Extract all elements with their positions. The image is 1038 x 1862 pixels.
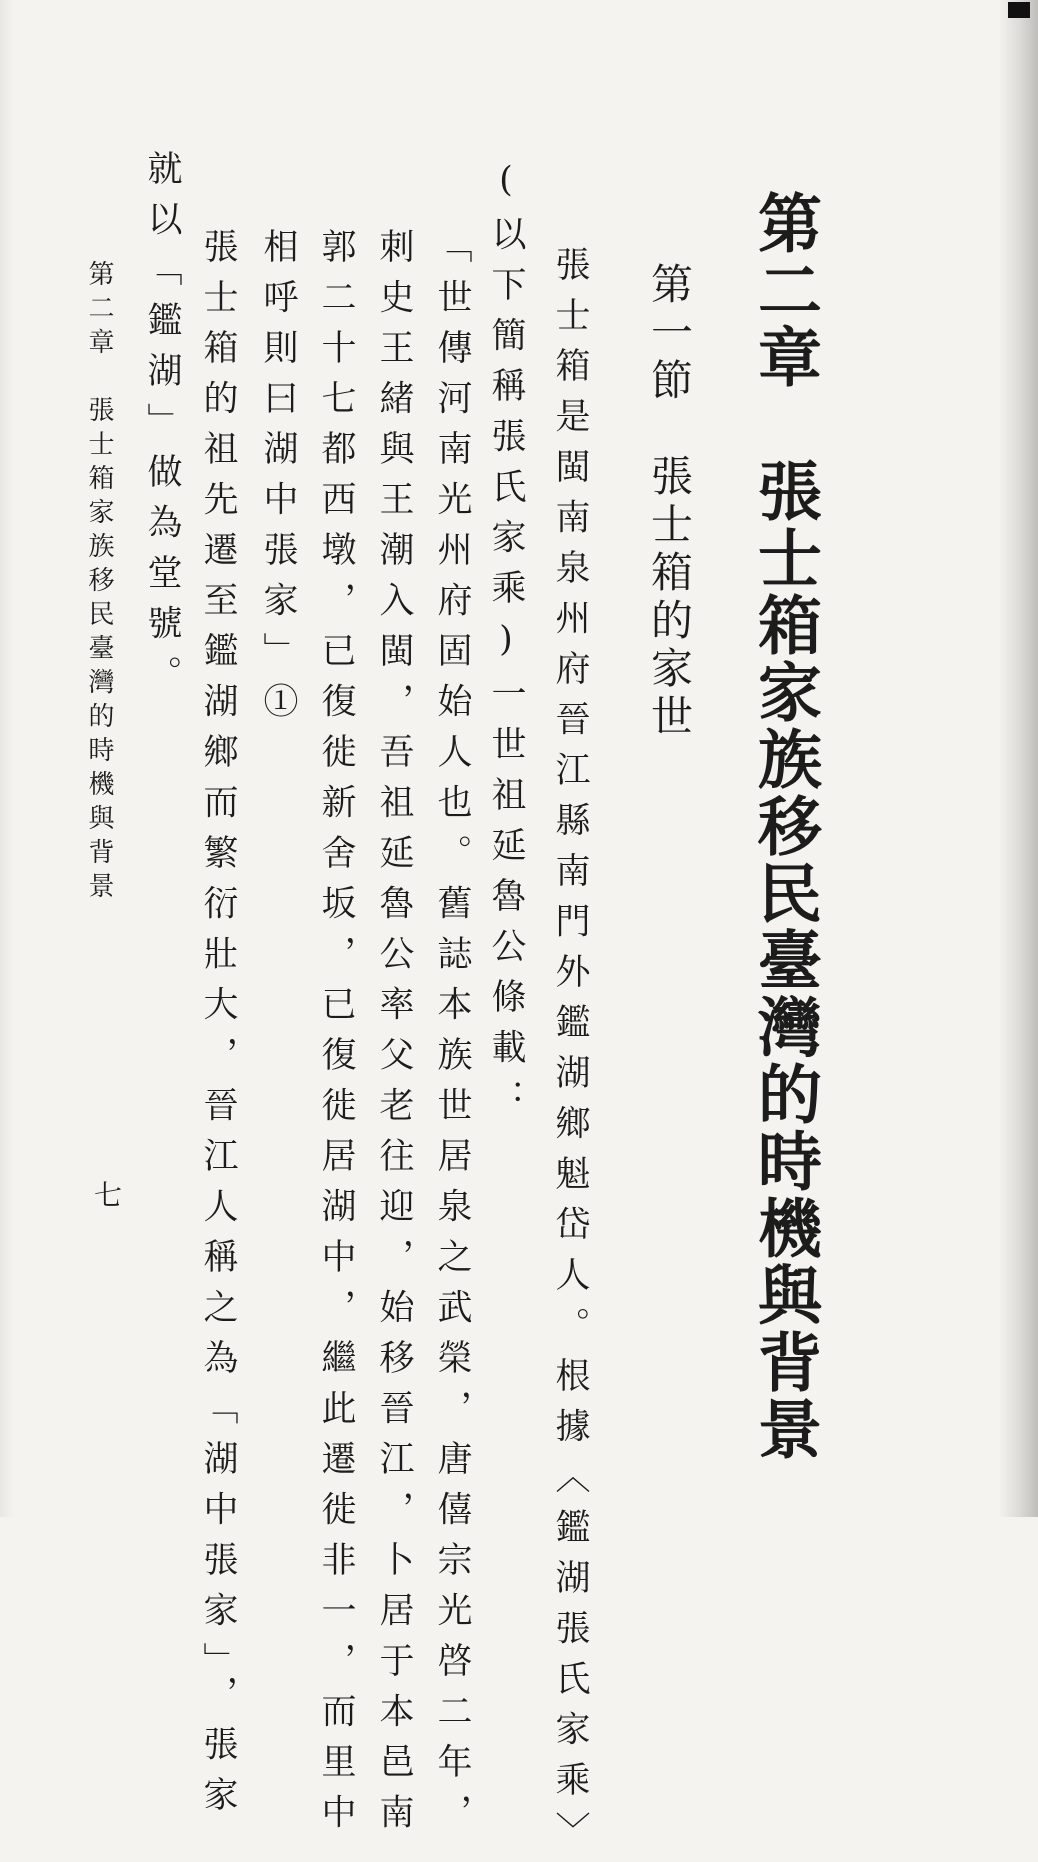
quote-column-1: 「世傳河南光州府固始人也。舊誌本族世居泉之武榮，唐僖宗光啓二年， xyxy=(432,228,472,1844)
paragraph-2-column-1: 張士箱的祖先遷至鑑湖鄉而繁衍壯大，晉江人稱之為「湖中張家」，張家 xyxy=(198,228,238,1827)
chapter-title: 第二章 張士箱家族移民臺灣的時機與背景 xyxy=(747,190,822,1463)
running-footer-title: 第二章 張士箱家族移民臺灣的時機與背景 xyxy=(84,260,114,906)
quote-column-2: 刺史王緒與王潮入閩，吾祖延魯公率父老往迎，始移晉江，卜居于本邑南 xyxy=(374,228,414,1844)
paragraph-2-column-2: 就以「鑑湖」做為堂號。 xyxy=(142,150,182,706)
section-title: 第一節 張士箱的家世 xyxy=(645,262,694,742)
paragraph-1-column-2: (以下簡稱張氏家乘)一世祖延魯公條載： xyxy=(486,160,526,1130)
paragraph-1-column-1: 張士箱是閩南泉州府晉江縣南門外鑑湖鄉魁岱人。根據〈鑑湖張氏家乘〉 xyxy=(550,246,590,1862)
page-binding-shadow xyxy=(998,0,1038,1517)
page-number: 七 xyxy=(90,1180,123,1208)
quote-column-3: 郭二十七都西墩，已復徙新舍坂，已復徙居湖中，繼此遷徙非一，而里中 xyxy=(316,228,356,1844)
scan-corner-mark xyxy=(1008,2,1030,18)
page-left-shadow xyxy=(0,0,14,1517)
quote-column-4: 相呼則曰湖中張家」① xyxy=(258,228,298,733)
